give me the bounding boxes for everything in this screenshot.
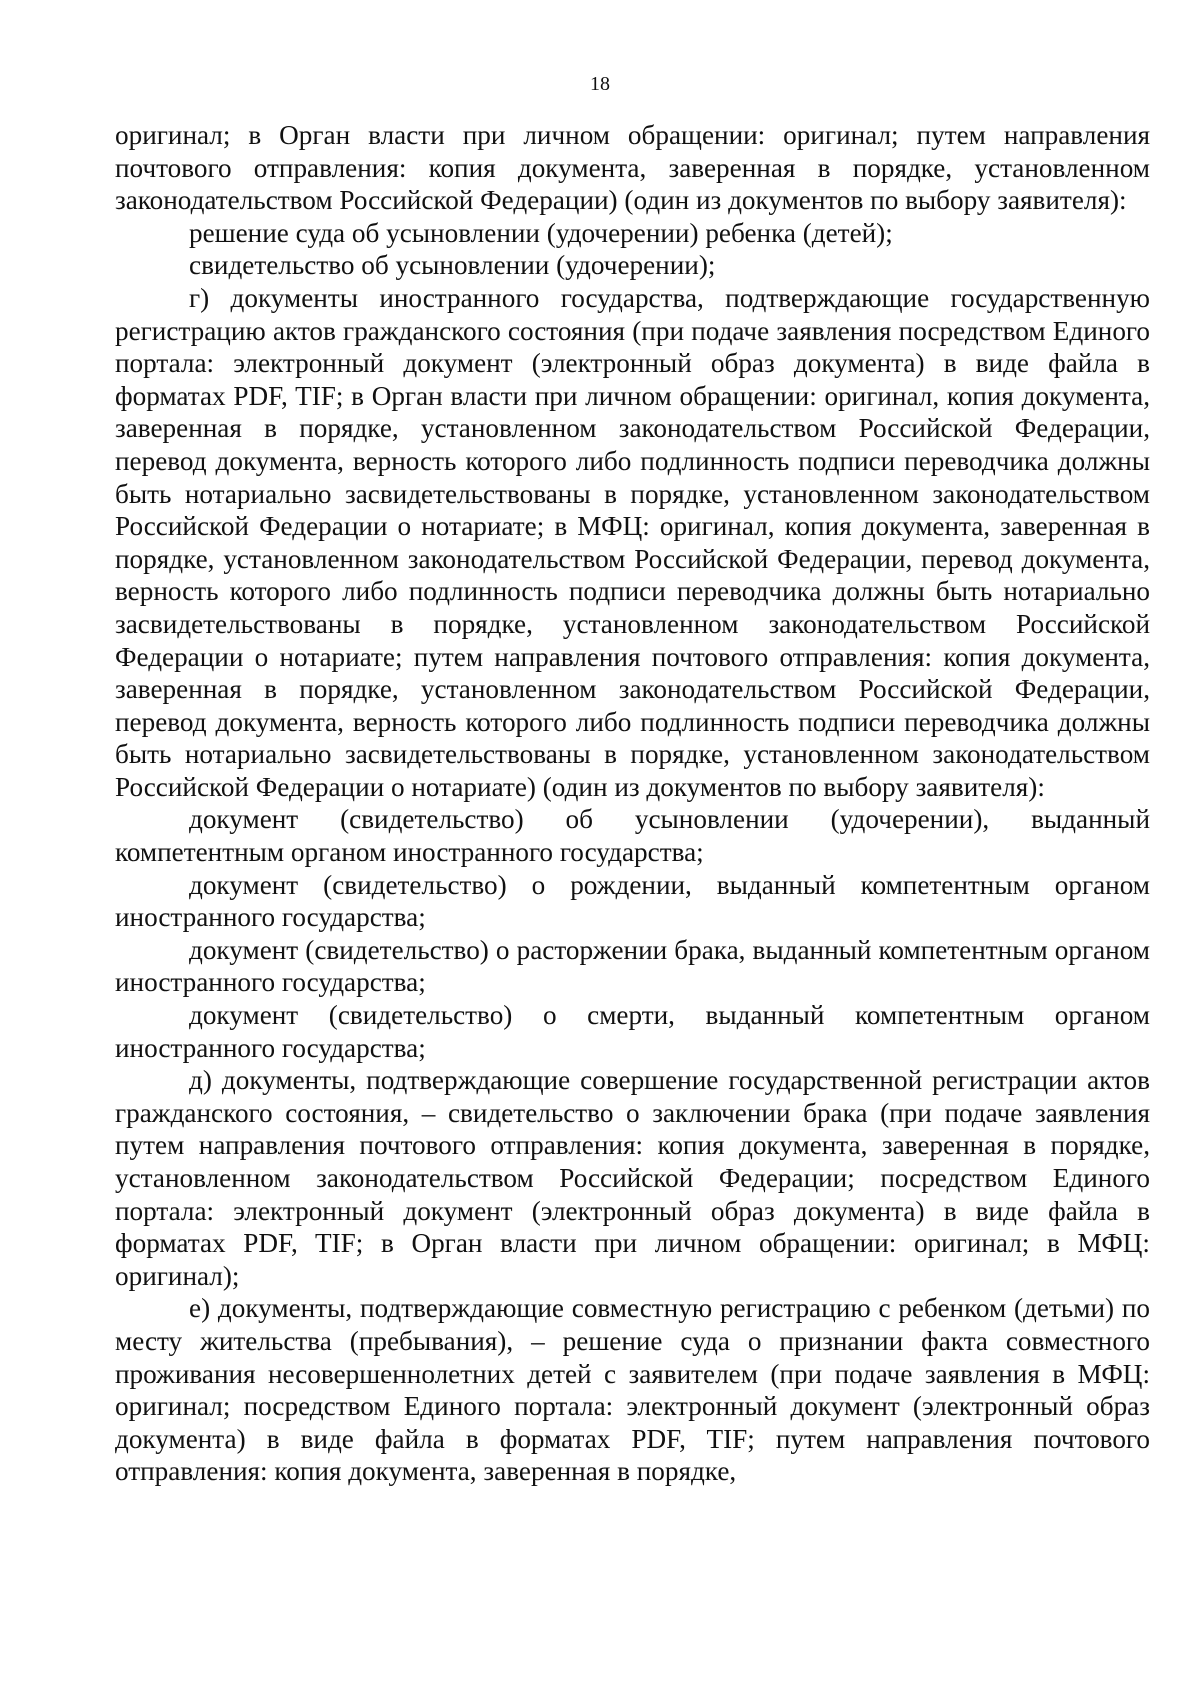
paragraph-item-e: е) документы, подтверждающие совместную регистрацию с ребенком (детьми) по месту жительства (пребывания), – решение суда о признании факта совместного проживания несовершеннолетних детей с заявителем (при подаче заявления в МФЦ: оригинал; посредством Единого портала: электронный документ (электронный образ документа) в виде файла в форматах PDF, TIF; путем направления почтового отправления: копия документа, заверенная в порядке, [115, 1293, 1150, 1487]
paragraph-continuation: оригинал; в Орган власти при личном обращении: оригинал; путем направления почтового отправления: копия документа, заверенная в порядке, установленном законодательством Российской Федерации) (один из документов по выбору заявителя): [115, 120, 1150, 216]
paragraph-list-item: документ (свидетельство) об усыновлении (удочерении), выданный компетентным органом иностранного государства; [115, 804, 1150, 868]
document-body [115, 119, 1150, 1488]
paragraph-item-d: д) документы, подтверждающие совершение государственной регистрации актов гражданского состояния, – свидетельство о заключении брака (при подаче заявления путем направления почтового отправления: копия документа, заверенная в порядке, установленном законодательством Российской Федерации; посредством Единого портала: электронный документ (электронный образ документа) в виде файла в форматах PDF, TIF; в Орган власти при личном обращении: оригинал; в МФЦ: оригинал); [115, 1065, 1150, 1291]
paragraph-list-item: документ (свидетельство) о рождении, выданный компетентным органом иностранного государства; [115, 869, 1150, 933]
paragraph-list-item: документ (свидетельство) о смерти, выданный компетентным органом иностранного государства; [115, 1000, 1150, 1063]
paragraph-list-item: решение суда об усыновлении (удочерении) ребенка (детей); [189, 217, 893, 248]
paragraph-list-item: свидетельство об усыновлении (удочерении); [189, 250, 716, 281]
paragraph-item-g: г) документы иностранного государства, подтверждающие государственную регистрацию актов гражданского состояния (при подаче заявления посредством Единого портала: электронный документ (электронный образ документа) в виде файла в форматах PDF, TIF; в Орган власти при личном обращении: оригинал, копия документа, заверенная в порядке, установленном законодательством Российской Федерации, перевод документа, верность которого либо подлинность подписи переводчика должны быть нотариально засвидетельствованы в порядке, установленном законодательством Российской Федерации о нотариате; в МФЦ: оригинал, копия документа, заверенная в порядке, установленном законодательством Российской Федерации, перевод документа, верность которого либо подлинность подписи переводчика должны быть нотариально засвидетельствованы в порядке, установленном законодательством Российской Федерации о нотариате; путем направления почтового отправления: копия документа, заверенная в порядке, установленном законодательством Российской Федерации, перевод документа, верность которого либо подлинность подписи переводчика должны быть нотариально засвидетельствованы в порядке, установленном законодательством Российской Федерации о нотариате) (один из документов по выбору заявителя): [115, 282, 1150, 802]
page-number: 18 [590, 73, 610, 95]
paragraph-list-item: документ (свидетельство) о расторжении брака, выданный компетентным органом иностранного государства; [115, 934, 1150, 998]
